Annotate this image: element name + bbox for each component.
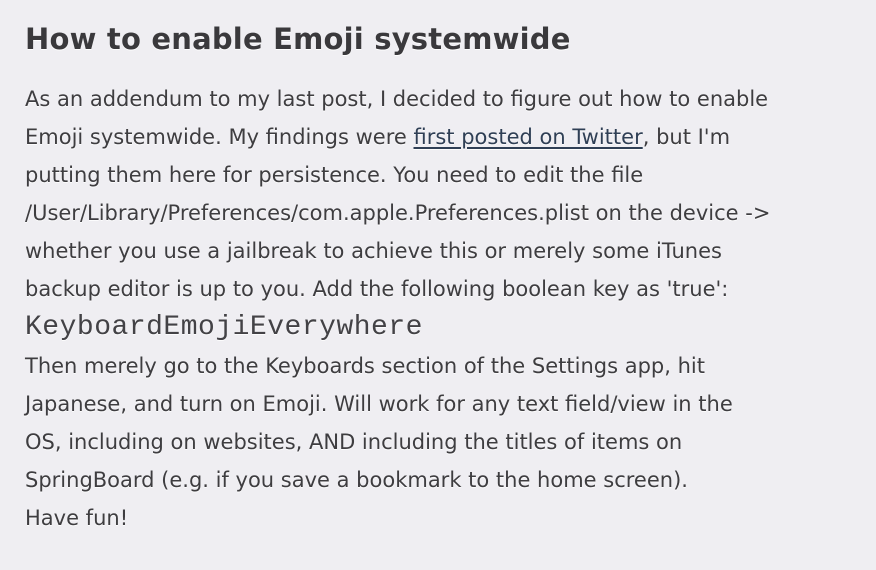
text-line — [25, 499, 851, 537]
plist-key-code: KeyboardEmojiEverywhere — [25, 312, 423, 343]
text-segment: backup editor is up to you. Add the following boolean key as 'true': — [25, 277, 729, 301]
text-line — [25, 156, 851, 194]
text-segment: , but I'm — [642, 125, 731, 149]
text-line — [25, 423, 851, 461]
text-segment: Emoji systemwide. My findings were — [25, 125, 414, 149]
text-line — [25, 118, 851, 156]
text-line — [25, 461, 851, 499]
text-line — [25, 385, 851, 423]
text-segment: putting them here for persistence. You need to edit the file — [25, 163, 644, 187]
text-line — [25, 232, 851, 270]
text-segment: As an addendum to my last post, I decided to figure out how to enable — [25, 87, 769, 111]
text-line — [25, 194, 851, 232]
text-segment: whether you use a jailbreak to achieve this or merely some iTunes — [25, 239, 722, 263]
post-body — [25, 80, 851, 537]
text-line — [25, 347, 851, 385]
post-title: How to enable Emoji systemwide — [25, 22, 571, 56]
text-segment: OS, including on websites, AND including the titles of items on — [25, 430, 683, 454]
text-segment: /User/Library/Preferences/com.apple.Preferences.plist on the device -> — [25, 201, 771, 225]
text-segment: Have fun! — [25, 506, 129, 530]
text-segment: Then merely go to the Keyboards section of the Settings app, hit — [25, 354, 705, 378]
text-line — [25, 80, 851, 118]
text-line — [25, 308, 851, 347]
twitter-link[interactable]: first posted on Twitter — [413, 125, 643, 149]
text-segment: Japanese, and turn on Emoji. Will work for any text field/view in the — [25, 392, 733, 416]
text-line — [25, 270, 851, 308]
text-segment: SpringBoard (e.g. if you save a bookmark to the home screen). — [25, 468, 688, 492]
